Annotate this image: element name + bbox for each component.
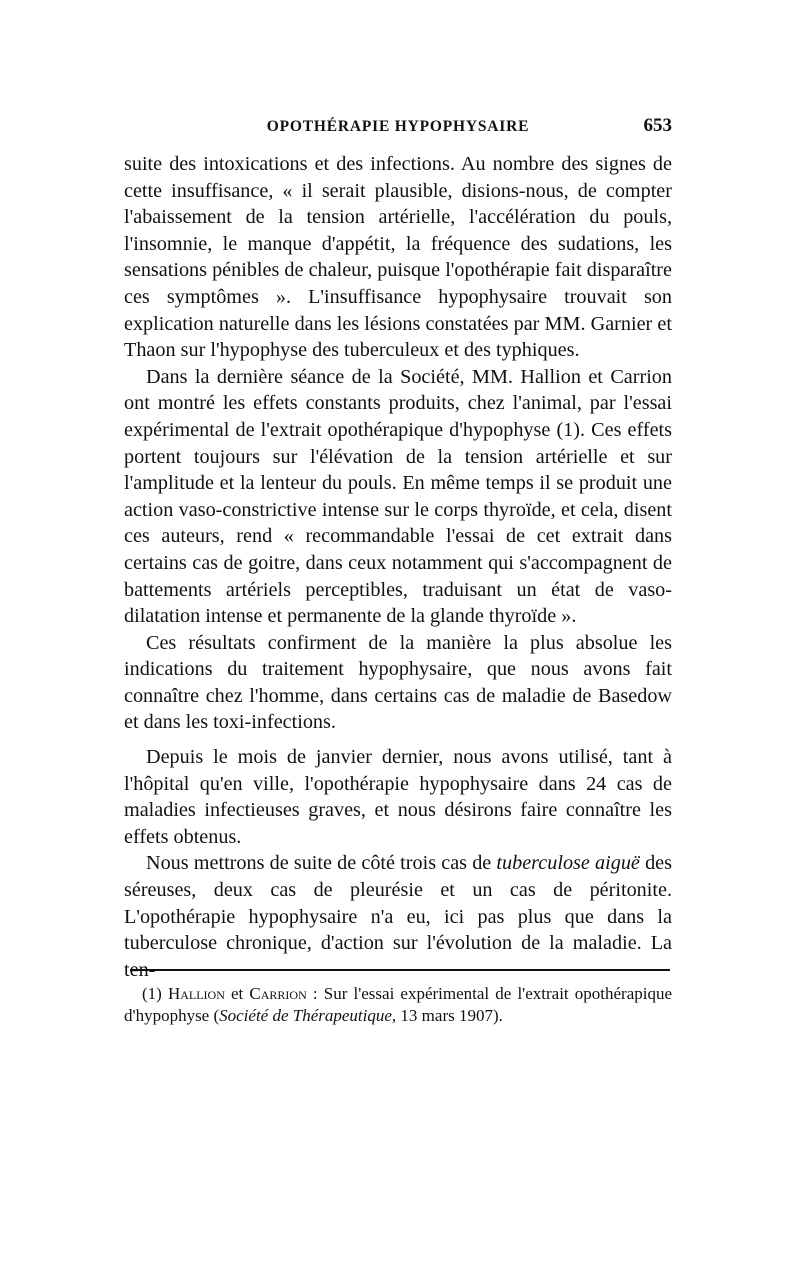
footnote-date: , 13 mars 1907). bbox=[391, 1006, 503, 1025]
paragraph-3: Ces résultats confirment de la manière la plus absolue les indications du traitement hypophysaire, que nous avons fait connaître chez l'homme, dans certains cas de maladie de Basedow et dans les toxi-infections. bbox=[124, 631, 672, 734]
running-title: OPOTHÉRAPIE HYPOPHYSAIRE bbox=[266, 118, 530, 135]
footnote-author-1: Hallion bbox=[167, 984, 225, 1003]
paragraph-4: Depuis le mois de janvier dernier, nous avons utilisé, tant à l'hôpital qu'en ville, l'opothérapie hypophysaire dans 24 cas de maladies infectieuses graves, et nous désirons faire connaître les effets obtenus. bbox=[124, 746, 672, 848]
footnote-marker: (1) bbox=[142, 984, 162, 1003]
paragraph-2: Dans la dernière séance de la Société, MM. Hallion et Carrion ont montré les effets constants produits, chez l'animal, par l'essai expérimental de l'extrait opothérapique d'hypophyse (1). Ces effets portent toujours sur l'élévation de la tension artérielle et sur l'amplitude et la lenteur du pouls. En même temps il se produit une action vaso-constrictive intense sur le corps thyroïde, et cela, disent ces auteurs, rend « recommandable l'essai de cet extrait dans certains cas de goitre, dans ceux notamment qui s'accompagnent de battements artériels perceptibles, traduisant un état de vaso-dilatation intense et permanente de la glande thyroïde ». bbox=[124, 365, 672, 628]
paragraph-5-end: des séreuses, deux cas de pleurésie et un cas de péritonite. L'opothérapie hypophysaire n'a eu, ici pas plus que dans la tuberculose chronique, d'action sur l'évolution de la maladie. La ten- bbox=[124, 852, 672, 981]
running-header bbox=[124, 115, 672, 142]
paragraph-5-start: Nous mettrons de suite de côté trois cas de bbox=[146, 852, 497, 875]
footnote-divider bbox=[130, 969, 670, 971]
footnote-journal: Société de Thérapeutique bbox=[219, 1006, 392, 1025]
paragraph-5 bbox=[124, 850, 672, 983]
footnote-connector: et bbox=[231, 984, 244, 1003]
footnote-author-2: Carrion bbox=[249, 984, 307, 1003]
main-text bbox=[124, 151, 672, 983]
page-number: 653 bbox=[643, 115, 672, 136]
footnote bbox=[124, 983, 672, 1027]
paragraph-5-italic: tuberculose aiguë bbox=[496, 852, 640, 875]
footnote-text: : Sur l'essai expérimental de l'extrait opothérapique d'hypophyse ( bbox=[124, 984, 673, 1025]
paragraph-1: suite des intoxications et des infections. Au nombre des signes de cette insuffisance, « il serait plausible, disions-nous, de compter l'abaissement de la tension artérielle, l'accélération du pouls, l'insomnie, le manque d'appétit, la fréquence des sudations, les sensations pénibles de chaleur, puisque l'opothérapie fait disparaître ces symptômes ». L'insuffisance hypophysaire trouvait son explication naturelle dans les lésions constatées par MM. Garnier et Thaon sur l'hypophyse des tuberculeux et des typhiques. bbox=[124, 153, 672, 362]
